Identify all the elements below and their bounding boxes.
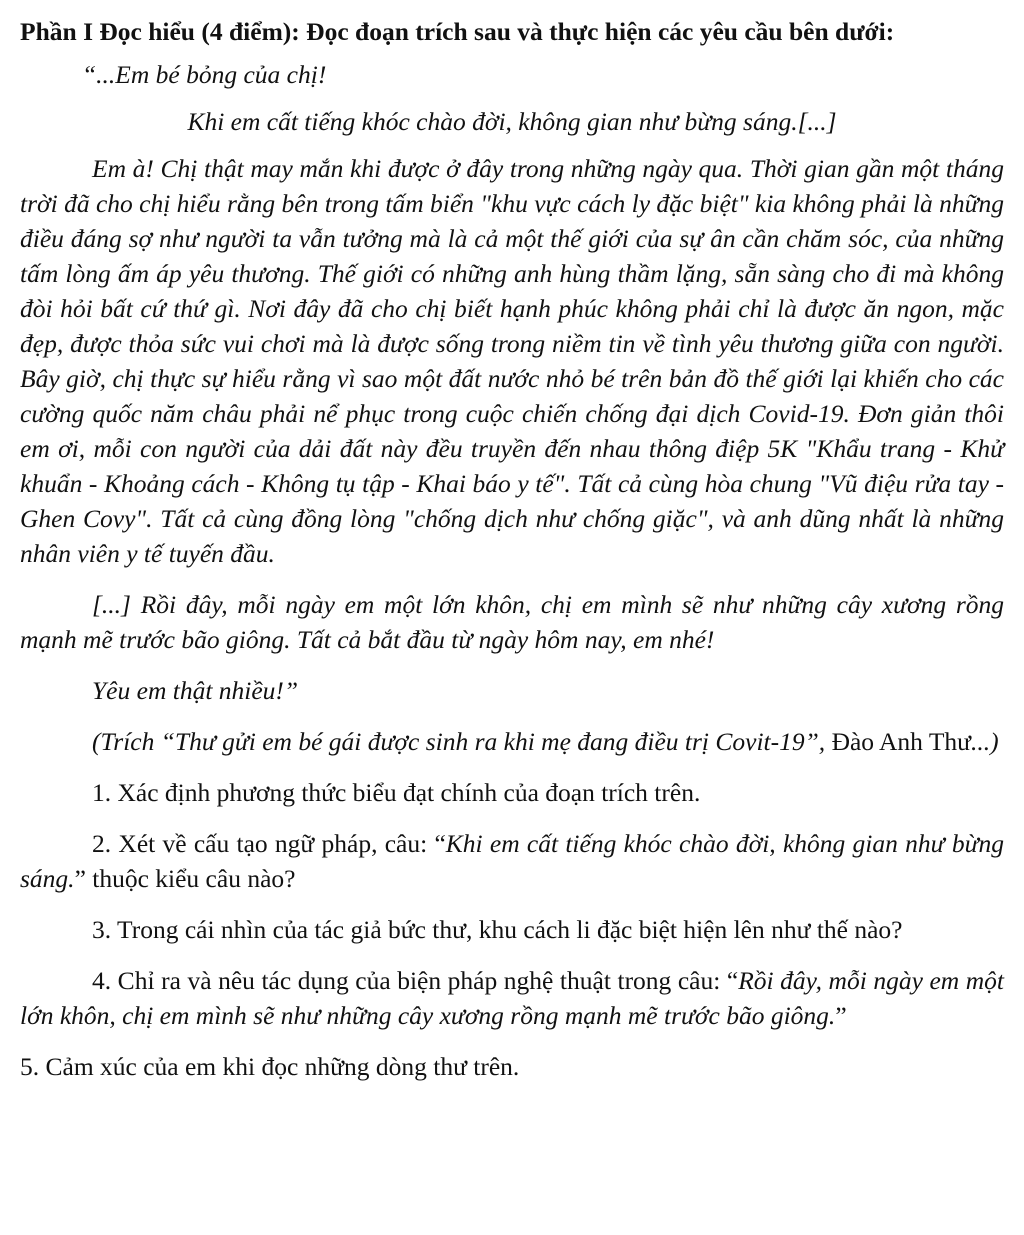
question-4-prefix: 4. Chỉ ra và nêu tác dụng của biện pháp nghệ thuật trong câu: “ — [92, 966, 739, 995]
question-2-suffix: ” thuộc kiểu câu nào? — [74, 864, 296, 893]
source-title: (Trích “Thư gửi em bé gái được sinh ra khi mẹ đang điều trị Covit-19”, — [92, 727, 826, 756]
question-4 — [20, 963, 1004, 1033]
question-2-prefix: 2. Xét về cấu tạo ngữ pháp, câu: “ — [92, 829, 446, 858]
letter-greeting: “...Em bé bỏng của chị! — [82, 60, 327, 89]
question-4-suffix: ” — [835, 1001, 847, 1030]
question-4-quote: Rồi đây, mỗi ngày em một lớn khôn, chị em mình sẽ như những cây xương rồng mạnh mẽ trước bão giông. — [20, 966, 1005, 1030]
source-citation — [20, 724, 1004, 759]
section-heading: Phần I Đọc hiểu (4 điểm): Đọc đoạn trích sau và thực hiện các yêu cầu bên dưới: — [20, 17, 895, 46]
letter-closing: Yêu em thật nhiều!” — [92, 676, 299, 705]
document-page — [20, 14, 1004, 1084]
question-1: 1. Xác định phương thức biểu đạt chính của đoạn trích trên. — [92, 778, 701, 807]
source-author: Đào Anh Thư — [825, 727, 971, 756]
question-5: 5. Cảm xúc của em khi đọc những dòng thư trên. — [20, 1052, 520, 1081]
letter-paragraph-2: [...] Rồi đây, mỗi ngày em một lớn khôn, chị em mình sẽ như những cây xương rồng mạnh mẽ trước bão giông. Tất cả bắt đầu từ ngày hôm nay, em nhé! — [20, 590, 1004, 654]
letter-paragraph-1: Em à! Chị thật may mắn khi được ở đây trong những ngày qua. Thời gian gần một tháng trời đã cho chị hiểu rằng bên trong tấm biển "khu vực cách ly đặc biệt" kia không phải là những điều đáng sợ như người ta vẫn tưởng mà là cả một thế giới của sự ân cần chăm sóc, của những tấm lòng ấm áp yêu thương. Thế giới có những anh hùng thầm lặng, sẵn sàng cho đi mà không đòi hỏi bất cứ thứ gì. Nơi đây đã cho chị biết hạnh phúc không phải chỉ là được ăn ngon, mặc đẹp, được thỏa sức vui chơi mà là được sống trong niềm tin về tình yêu thương giữa con người. Bây giờ, chị thực sự hiểu rằng vì sao một đất nước nhỏ bé trên bản đồ thế giới lại khiến cho các cường quốc năm châu phải nể phục trong cuộc chiến chống đại dịch Covid-19. Đơn giản thôi em ơi, mỗi con người của dải đất này đều truyền đến nhau thông điệp 5K "Khẩu trang - Khử khuẩn - Khoảng cách - Không tụ tập - Khai báo y tế". Tất cả cùng hòa chung "Vũ điệu rửa tay - Ghen Covy". Tất cả cùng đồng lòng "chống dịch như chống giặc", và anh dũng nhất là những nhân viên y tế tuyến đầu. — [20, 154, 1004, 568]
question-2-quote: Khi em cất tiếng khóc chào đời, không gian như bừng sáng. — [20, 829, 1004, 893]
source-end: ...) — [971, 727, 999, 756]
question-3: 3. Trong cái nhìn của tác giả bức thư, khu cách li đặc biệt hiện lên như thế nào? — [92, 915, 903, 944]
letter-opening-line: Khi em cất tiếng khóc chào đời, không gian như bừng sáng.[...] — [187, 107, 837, 136]
question-2 — [20, 826, 1004, 896]
